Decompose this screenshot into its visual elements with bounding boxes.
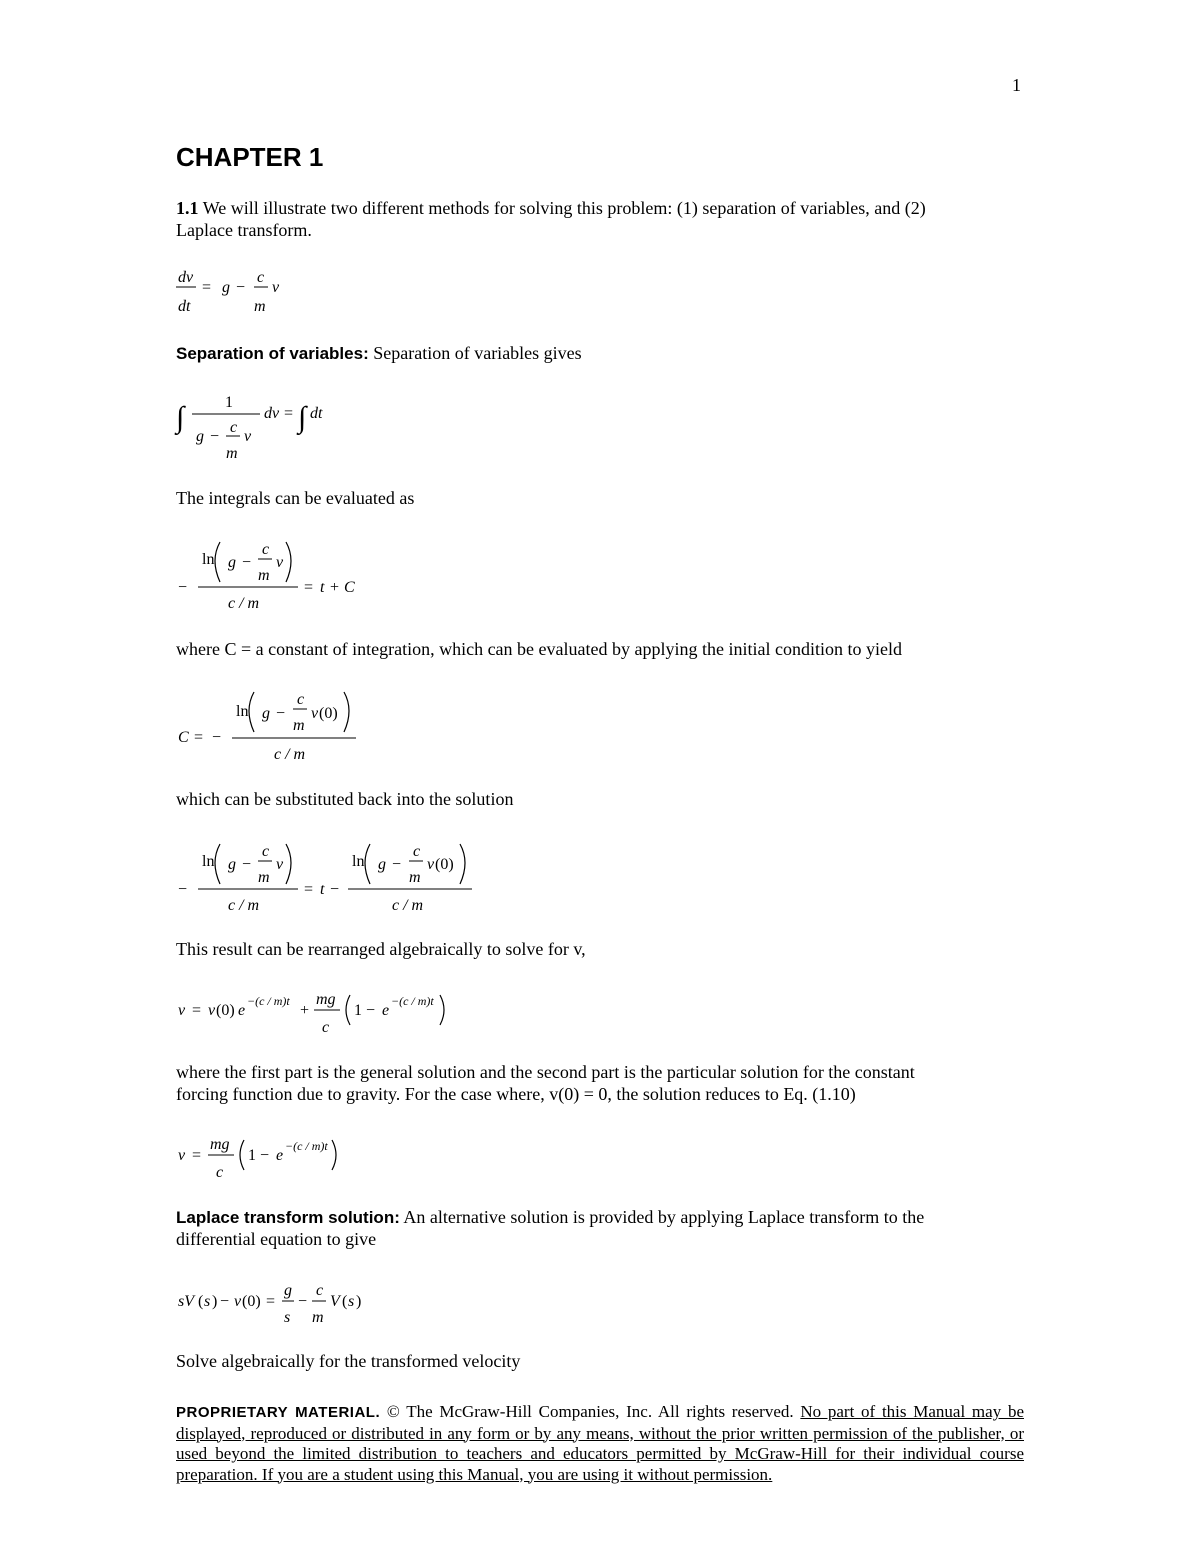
svg-text:=: = xyxy=(192,1002,202,1019)
intro-line-1 xyxy=(176,197,926,219)
equation-velocity-general xyxy=(170,985,470,1040)
svg-text:1: 1 xyxy=(248,1147,256,1164)
svg-text:s: s xyxy=(348,1293,355,1310)
svg-text:g: g xyxy=(262,705,270,722)
equation-laplace xyxy=(170,1275,400,1330)
svg-text:=: = xyxy=(194,729,204,746)
svg-text:=: = xyxy=(304,579,314,596)
svg-text:c: c xyxy=(230,419,238,436)
svg-text:): ) xyxy=(212,1293,218,1310)
svg-text:−(c / m)t: −(c / m)t xyxy=(285,1139,328,1153)
svg-text:g: g xyxy=(196,428,204,445)
svg-text:=: = xyxy=(266,1293,276,1310)
svg-text:(0): (0) xyxy=(319,705,338,722)
svg-text:c / m: c / m xyxy=(228,595,260,612)
svg-text:−: − xyxy=(330,881,340,898)
svg-text:−: − xyxy=(220,1293,230,1310)
svg-text:v: v xyxy=(234,1293,242,1310)
svg-text:t: t xyxy=(320,579,325,596)
intro-line-2: Laplace transform. xyxy=(176,220,312,240)
svg-text:ln: ln xyxy=(352,853,365,870)
svg-text:v: v xyxy=(427,856,435,873)
equation-integrated xyxy=(170,530,370,615)
svg-text:v: v xyxy=(178,1147,186,1164)
svg-text:c: c xyxy=(262,843,270,860)
svg-text:−: − xyxy=(298,1293,308,1310)
svg-text:−: − xyxy=(392,856,402,873)
svg-text:v: v xyxy=(208,1002,216,1019)
svg-text:g: g xyxy=(378,856,386,873)
svg-text:v: v xyxy=(272,279,280,296)
integrals-text: The integrals can be evaluated as xyxy=(176,488,415,508)
svg-text:m: m xyxy=(293,717,305,734)
svg-text:(0): (0) xyxy=(435,856,454,873)
svg-text:e: e xyxy=(382,1002,390,1019)
svg-text:1: 1 xyxy=(354,1002,362,1019)
svg-text:g: g xyxy=(228,554,236,571)
svg-text:+: + xyxy=(330,579,340,596)
svg-text:mg: mg xyxy=(210,1136,230,1153)
solve-text: Solve algebraically for the transformed velocity xyxy=(176,1351,521,1371)
svg-text:−: − xyxy=(242,554,252,571)
svg-text:sV: sV xyxy=(178,1293,194,1310)
svg-text:c: c xyxy=(262,541,270,558)
svg-text:t: t xyxy=(320,881,325,898)
svg-text:s: s xyxy=(204,1293,211,1310)
svg-text:C: C xyxy=(344,579,355,596)
svg-text:g: g xyxy=(228,856,236,873)
svg-text:−: − xyxy=(366,1002,376,1019)
svg-text:c: c xyxy=(413,843,421,860)
svg-text:(: ( xyxy=(198,1293,204,1310)
svg-text:c: c xyxy=(297,691,305,708)
svg-text:m: m xyxy=(254,298,266,315)
svg-text:+: + xyxy=(300,1002,310,1019)
svg-text:c / m: c / m xyxy=(392,897,424,914)
svg-text:m: m xyxy=(409,869,421,886)
equation-constant xyxy=(170,682,370,767)
problem-number: 1.1 xyxy=(176,198,199,218)
svg-text:=: = xyxy=(284,405,294,422)
svg-text:V: V xyxy=(330,1293,340,1310)
constant-text: where C = a constant of integration, which can be evaluated by applying the initial condition to yield xyxy=(176,639,902,659)
svg-text:(: ( xyxy=(342,1293,348,1310)
equation-ode xyxy=(170,262,310,322)
equation-integral xyxy=(170,385,350,465)
svg-text:v: v xyxy=(311,705,319,722)
svg-text:1: 1 xyxy=(225,394,233,411)
substitute-text: which can be substituted back into the solution xyxy=(176,789,514,809)
svg-text:ln: ln xyxy=(236,703,249,720)
svg-text:m: m xyxy=(258,567,270,584)
svg-text:−(c / m)t: −(c / m)t xyxy=(391,994,434,1008)
svg-text:−: − xyxy=(210,428,220,445)
svg-text:e: e xyxy=(276,1147,284,1164)
svg-text:=: = xyxy=(304,881,314,898)
svg-text:dt: dt xyxy=(310,405,323,422)
svg-text:mg: mg xyxy=(316,991,336,1008)
copyright-footer xyxy=(176,1402,1024,1485)
svg-text:v: v xyxy=(178,1002,186,1019)
svg-text:g: g xyxy=(284,1282,292,1299)
svg-text:c / m: c / m xyxy=(228,897,260,914)
svg-text:g: g xyxy=(222,279,230,296)
svg-text:=: = xyxy=(192,1147,202,1164)
svg-text:∫: ∫ xyxy=(176,401,185,434)
laplace-paragraph xyxy=(176,1206,924,1229)
chapter-title: CHAPTER 1 xyxy=(176,142,324,172)
general-solution-line-1: where the first part is the general solution and the second part is the particular solution for the constant xyxy=(176,1062,915,1082)
svg-text:−: − xyxy=(276,705,286,722)
svg-text:−: − xyxy=(178,881,188,898)
svg-text:c: c xyxy=(316,1282,324,1299)
svg-text:c: c xyxy=(216,1164,224,1181)
separation-heading: Separation of variables: xyxy=(176,344,369,363)
footer-label: PROPRIETARY MATERIAL. xyxy=(176,1404,381,1421)
rearrange-text: This result can be rearranged algebraically to solve for v, xyxy=(176,939,586,959)
svg-text:=: = xyxy=(202,279,212,296)
intro-text-1: We will illustrate two different methods for solving this problem: (1) separation of variables, and (2) xyxy=(202,198,926,218)
svg-text:−: − xyxy=(242,856,252,873)
laplace-text-1: An alternative solution is provided by applying Laplace transform to the xyxy=(403,1207,925,1227)
svg-text:c: c xyxy=(322,1019,330,1036)
svg-text:m: m xyxy=(258,869,270,886)
svg-text:(0): (0) xyxy=(242,1293,261,1310)
footer-plain: © The McGraw-Hill Companies, Inc. All rights reserved. xyxy=(380,1402,801,1421)
svg-text:(0): (0) xyxy=(216,1002,235,1019)
svg-text:m: m xyxy=(226,445,238,462)
separation-paragraph xyxy=(176,342,582,365)
svg-text:−: − xyxy=(236,279,246,296)
svg-text:s: s xyxy=(284,1309,291,1326)
svg-text:ln: ln xyxy=(202,551,215,568)
svg-text:dv: dv xyxy=(264,405,280,422)
svg-text:c: c xyxy=(257,269,265,286)
svg-text:−: − xyxy=(178,579,188,596)
svg-text:v: v xyxy=(244,428,252,445)
svg-text:∫: ∫ xyxy=(298,401,307,434)
equation-velocity-particular xyxy=(170,1128,370,1183)
general-solution-line-2: forcing function due to gravity. For the case where, v(0) = 0, the solution reduces to Eq. (1.10) xyxy=(176,1084,856,1104)
svg-text:v: v xyxy=(276,554,284,571)
footer-permission-notice: No part of this Manual may be displayed, reproduced or distributed in any form or by any means, without the prior written permission of the publisher, or used beyond the limited distribution to teachers and educators permitted by McGraw-Hill for their individual course preparation. If you are a student using this Manual, you are using it without permission. xyxy=(176,1402,1024,1484)
svg-text:c / m: c / m xyxy=(274,746,306,763)
svg-text:dv: dv xyxy=(178,269,194,286)
svg-text:): ) xyxy=(356,1293,362,1310)
svg-text:ln: ln xyxy=(202,853,215,870)
laplace-heading: Laplace transform solution: xyxy=(176,1208,400,1227)
separation-text: Separation of variables gives xyxy=(373,343,582,363)
svg-text:C: C xyxy=(178,729,189,746)
svg-text:e: e xyxy=(238,1002,246,1019)
svg-text:dt: dt xyxy=(178,298,191,315)
page-number: 1 xyxy=(1012,75,1021,95)
svg-text:−(c / m)t: −(c / m)t xyxy=(247,994,290,1008)
svg-text:−: − xyxy=(260,1147,270,1164)
svg-text:m: m xyxy=(312,1309,324,1326)
svg-text:−: − xyxy=(212,729,222,746)
equation-substituted xyxy=(170,832,490,917)
svg-text:v: v xyxy=(276,856,284,873)
laplace-text-2: differential equation to give xyxy=(176,1229,377,1249)
